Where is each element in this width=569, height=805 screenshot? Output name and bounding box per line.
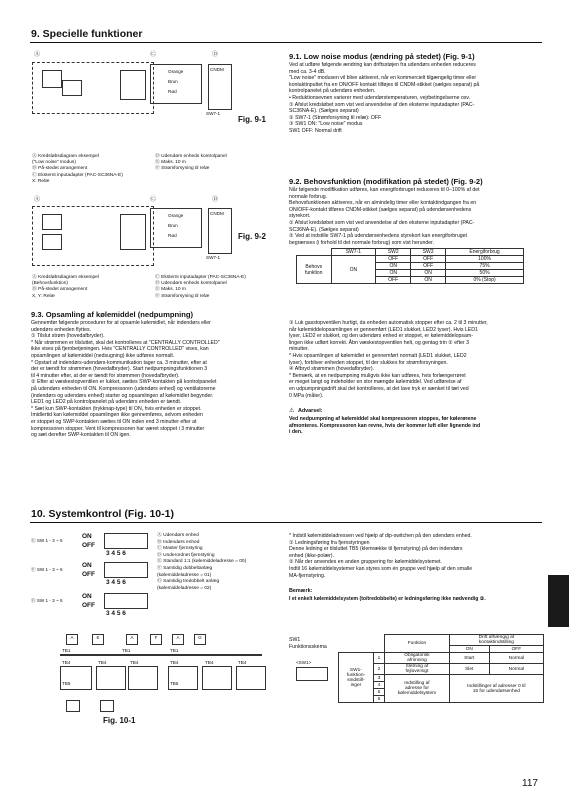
section-10-rule bbox=[30, 522, 542, 523]
switch-f-nums: 3 4 5 6 bbox=[106, 579, 126, 586]
s93-warn-title: Advarsel: bbox=[298, 408, 323, 414]
section-9-rule bbox=[30, 42, 542, 43]
unit-a3: A bbox=[172, 634, 184, 645]
unit-g: G bbox=[194, 634, 206, 645]
fig92-legend-left: Ⓐ Kredsløbsdiagram eksempel (Behovsfunktion) Ⓑ På-stedet arrangement X, Y: Relæ bbox=[32, 275, 99, 299]
fig92-conn-red: Rød bbox=[168, 233, 177, 238]
fig91-caption: Fig. 9-1 bbox=[238, 115, 267, 124]
fig92-label-d: Ⓓ bbox=[212, 197, 219, 203]
unit-f: F bbox=[150, 634, 162, 645]
fig91-conn-orange: Orange bbox=[168, 69, 184, 74]
switch-e-off: OFF bbox=[82, 542, 95, 549]
fig91-legend-left: Ⓐ Kredsløbsdiagram eksempel ("Low noise" modus) Ⓑ På-stedet arrangement Ⓒ Eksternt inputadapter (PAC-SC36NA-E) X: Relæ bbox=[32, 154, 123, 184]
s91-body: Ved at udføre følgende ændring kan driftsstøjen fra udendørs enheden reduceres med ca. 3-4 dB. "Low noise" modusen vil blive aktiveret, når en kommercielt tilgængelig timer eller kontaktinputtet fra en ON/OFF kontakt tilføjes til CNDM-stikket (sælges separat) på kontrolpanelet på udendørs enheden. • Reduktionsevnen varierer med udendørstemperaturen, vejrbetingelserne osv. ① Afslut kredsløbet som vist ved anvendelse af den eksterne inputadapter (PAC- SC36NA-E). (Sælges separat) ② SW7-1 (Strømforsyning til relæ): OFF ③ SW1 ON: "Low noise" modus SW1 OFF: Normal drift bbox=[289, 62, 480, 134]
fig91-conn-red: Rød bbox=[168, 89, 177, 94]
switch-f-on: ON bbox=[82, 562, 92, 569]
switch-f-label: Ⓕ SW 1 - 3 ~ 6 bbox=[31, 567, 63, 572]
fig92-relay-box bbox=[120, 214, 146, 250]
switch-g-block bbox=[104, 593, 148, 609]
unit-e1: E bbox=[92, 634, 104, 645]
sec10-right-text: * Indstil kølemiddeladressen ved hjælp af dip-switchen på den udendørs enhed. ① Ledningsføring fra fjernstyringen Denne ledning er tilsluttet TB5 (klemrække til fjernstyring) på den indendørs enhed (ikke-polær). ② Når der anvendes en anden gruppering for kølemiddelsystemet. Indtil 16 kølemiddelsystemer kan styres som én gruppe ved hjælp af den smalle MA-fjernstyring. bbox=[289, 533, 473, 579]
remote-c bbox=[66, 700, 80, 712]
sec10-note-title: Bemærk: bbox=[289, 588, 313, 594]
fig91-label-a: Ⓐ bbox=[34, 52, 41, 58]
warning-icon: ⚠ bbox=[289, 408, 295, 414]
fig91-cndm: CNDM bbox=[210, 67, 224, 72]
fig92-cndm: CNDM bbox=[210, 211, 224, 216]
sw1-tag: <SW1> bbox=[296, 660, 312, 665]
indoor-b3 bbox=[128, 666, 158, 690]
tb4-f: TB4 bbox=[238, 660, 247, 665]
sw1-table: Funktion Drift afhængig af kontaktindstilling ON OFF SW1- funktion- sindstill- inger 1 Obligatorisk afrimning Start Normal 2 Sletning af fejloversigt Slet Normal 3 Indstilling af adresse for kølemiddelsystem Indstillinger af adresser 0 til 15 for udendørsenhed 4 5 6 bbox=[338, 634, 544, 703]
s92-table: SW7-1 SW2 SW3 Energiforbrug Behovs funktion ON OFF OFF 100% ON OFF 75% ON ON 50% OFF ON 0% (Stop) bbox=[296, 248, 524, 284]
section-9-title: 9. Specielle funktioner bbox=[31, 28, 143, 40]
sw1-title: SW1 Funktionsskema bbox=[289, 637, 327, 650]
unit-a1: A bbox=[66, 634, 78, 645]
unit-a2: A bbox=[126, 634, 138, 645]
tb4-e: TB4 bbox=[205, 660, 214, 665]
page-number: 117 bbox=[522, 778, 538, 789]
tb4-a: TB4 bbox=[62, 660, 71, 665]
tb5-b: TB5 bbox=[170, 681, 179, 686]
indoor-b1 bbox=[60, 666, 92, 690]
fig101-caption: Fig. 10-1 bbox=[103, 716, 136, 725]
tb1-b: TB1 bbox=[122, 648, 131, 653]
tb4-b: TB4 bbox=[98, 660, 107, 665]
section-10-title: 10. Systemkontrol (Fig. 10-1) bbox=[31, 508, 174, 520]
fig92-conn-brown: Brun bbox=[168, 223, 178, 228]
switch-g-on: ON bbox=[82, 593, 92, 600]
fig91-legend-right: Ⓓ Udendørs enheds kontrolpanel Ⓔ Maks. 10 m Ⓕ Strømforsyning til relæ bbox=[155, 154, 227, 172]
tb1-c: TB1 bbox=[170, 648, 179, 653]
switch-f-off: OFF bbox=[82, 571, 95, 578]
tb4-c: TB4 bbox=[130, 660, 139, 665]
sec10-legend: Ⓐ Udendørs enhed Ⓑ Indendørs enhed Ⓒ Master fjernstyring Ⓓ Underordnet fjernstyring Ⓔ Standard 1:1 (kølemiddeladresse = 00) Ⓕ Samtidig dobbeltanlæg (kølemiddeladresse = 01) Ⓖ Samtidig tredobbelt anlæg (kølemiddeladresse = 02) bbox=[157, 533, 247, 591]
fig92-sw: SW7-1 bbox=[206, 255, 221, 260]
tb1-a: TB1 bbox=[62, 648, 71, 653]
tb4-d: TB4 bbox=[170, 660, 179, 665]
sw1-dip-icon bbox=[296, 667, 328, 681]
indoor-b4 bbox=[168, 666, 198, 690]
fig91-relay-x bbox=[42, 70, 62, 88]
fig92-label-c: Ⓒ bbox=[150, 197, 157, 203]
fig91-relay-box bbox=[120, 70, 146, 100]
s93-right: ③ Luk gasstopventilen hurtigt, da enheden automatisk stopper efter ca. 2 til 3 minutter, når kølemiddelopsamlingen er gennemført (LED1 slukket, LED2 tyser). Hvis LED1 lyser, LED2 er slukket, og den udendørs enhed er stoppet, er kølemiddelopsam- lingen ikke udført korrekt. Åbn væskestopventilen helt, og gentag trin ② efter 3 minutter. * Hvis opsamlingen af kølemidlet er gennemført normalt (LED1 slukket, LED2 lyser), forbliver enheden stoppet, til der slukkes for strømforsyningen. ④ Afbryd strømmen (hovedafbryder). * Bemærk, at en nedpumpning muligvis ikke kan udføres, hvis forlængerrøret er meget langt og indeholder en stor mængde kølemiddel. Ved udførelse af en udpumpningsdrift skal det kontrolleres, at det lave tryk er sænket til tæt ved 0 MPa (måler). bbox=[289, 320, 488, 399]
language-tab bbox=[548, 575, 569, 627]
s91-title: 9.1. Low noise modus (ændring på stedet) (Fig. 9-1) bbox=[289, 52, 475, 61]
fig92-conn-orange: Orange bbox=[168, 213, 184, 218]
s93-left: Gennemfør følgende procedurer for at opsamle kølemidlet, når indendørs eller udendørs enheden flyttes. ① Tilslut strøm (hovedafbryder). * Når strømmen er tilsluttet, skal det kontrolleres at "CENTRALLY CONTROLLED" ikke vises på fjernbetjeningen. Hvis "CENTRALLY CONTROLLED" vises, kan opsamlingen af kølemiddel (nedsugning) ikke udføres normalt. * Opstart af indendørs-udendørs-kommunikation tager ca. 3 minutter, efter at der er tændt for strømmen (hovedafbryder). Start nedpumpningsfunktionen 3 til 4 minutter efter, at der er tændt for strømmen (hovedafbryder). ② Efter at væskestopventilen er lukket, sættes SWP-kontakten på kontrolpanelet på udendørs enheden til ON. Kompressoren (udendørs enhed) og ventilatorerne (indendørs og udendørs enhed) starter og opsamlingen af kølemidlet begynder. LED1 og LED2 på kontrolpanelet på udendørs enheden er tændt. * Sæt kun SWP-kontakten (trykknap-type) til ON, hvis enheden er stoppet. Imidlertid kan kølemiddel opsamlingen ikke gennemføres, selvom enheden er stoppet og SWP-kontakten sættes til ON inden end 3 minutter efter at kompressoren stopper. Vent til kompressoren har været stoppet i 3 minutter og sæt derefter SWP-kontakten til ON igen. bbox=[31, 320, 220, 439]
fig91-relay-sw bbox=[62, 80, 82, 96]
fig92-legend-right: Ⓒ Eksternt inputadapter (PAC-SC36NA-E) Ⓓ Udendørs enheds kontrolpanel Ⓔ Maks. 10 m Ⓕ Strømforsyning til relæ bbox=[155, 275, 246, 299]
fig92-label-a: Ⓐ bbox=[34, 197, 41, 203]
fig91-label-d: Ⓓ bbox=[212, 52, 219, 58]
indoor-b2 bbox=[96, 666, 126, 690]
fig92-caption: Fig. 9-2 bbox=[238, 232, 267, 241]
s92-title: 9.2. Behovsfunktion (modifikation på stedet) (Fig. 9-2) bbox=[289, 177, 483, 186]
indoor-b5 bbox=[202, 666, 232, 690]
fig92-relay-x bbox=[42, 214, 62, 230]
fig91-conn-brown: Brun bbox=[168, 79, 178, 84]
switch-e-on: ON bbox=[82, 533, 92, 540]
switch-e-label: Ⓔ SW 1 - 3 ~ 6 bbox=[31, 538, 63, 543]
indoor-b6 bbox=[236, 666, 266, 690]
switch-g-label: Ⓖ SW 1 - 3 ~ 6 bbox=[31, 598, 63, 603]
sec10-note: I et enkelt kølemiddelsystem (to/tredobbelte) er ledningsføring ikke nødvendig ②. bbox=[289, 596, 486, 602]
s92-body: Når følgende modifikation udføres, kan energiforbruget reduceres til 0–100% af det normale forbrug. Behovsfunktionen aktiveres, når en almindelig timer eller kontaktindgangen fra en ON/OFF-kontakt tilføres CNDM-stikket (sælges separat) på udendørsenhedens styrekort. ① Afslut kredsløbet som vist ved anvendelse af den eksterne inputadapter (PAC- SC36NA-E). (Sælges separat) ② Ved at indstille SW7-1 på udendørsenhedens styrekort kan energiforbruget begrænses (i forhold til det normale forbrug) som vist herunder. bbox=[289, 187, 480, 246]
fig91-sw: SW7-1 bbox=[206, 111, 221, 116]
remote-d bbox=[100, 700, 114, 712]
fig91-label-c: Ⓒ bbox=[150, 52, 157, 58]
switch-g-nums: 3 4 5 6 bbox=[106, 610, 126, 617]
s93-title: 9.3. Opsamling af kølemiddel (nedpumpning) bbox=[31, 310, 194, 319]
switch-g-off: OFF bbox=[82, 602, 95, 609]
switch-e-block bbox=[104, 533, 148, 549]
switch-e-nums: 3 4 5 6 bbox=[106, 550, 126, 557]
switch-f-block bbox=[104, 562, 148, 578]
s93-warn: Ved nedpumpning af kølemiddel skal kompressoren stoppes, før kølerørene afmonteres. Kompressoren kan revne, hvis der kommer luft eller lignende ind i den. bbox=[289, 416, 481, 436]
bus-line bbox=[60, 654, 262, 656]
tb5-a: TB5 bbox=[62, 681, 71, 686]
fig92-relay-y bbox=[42, 234, 62, 250]
